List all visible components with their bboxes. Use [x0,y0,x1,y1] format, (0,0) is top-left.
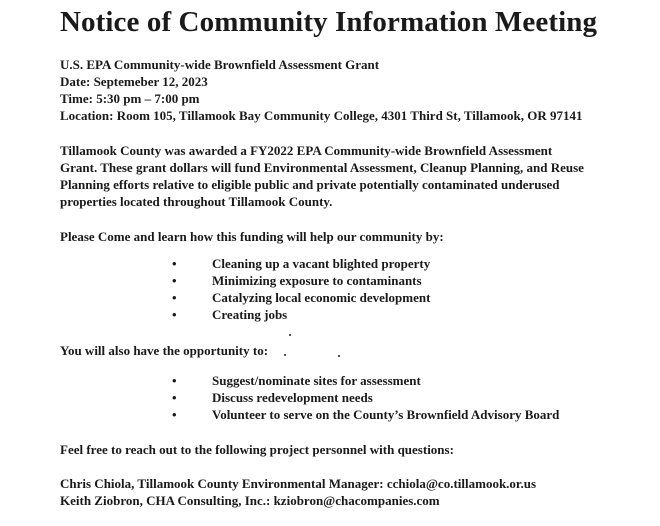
scan-speck [284,354,286,356]
list-item: Cleaning up a vacant blighted property [212,256,431,271]
bullet-icon: • [172,390,177,405]
scan-speck [289,334,291,336]
contact-line: Keith Ziobron, CHA Consulting, Inc.: kziobron@chacompanies.com [60,493,440,508]
scan-speck [338,355,340,357]
bullet-icon: • [172,273,177,288]
page-title: Notice of Community Information Meeting [60,6,598,38]
grant-name: U.S. EPA Community-wide Brownfield Assessment Grant [60,57,380,72]
list-item: Discuss redevelopment needs [212,390,373,405]
contact-line: Chris Chiola, Tillamook County Environmental Manager: cchiola@co.tillamook.or.us [60,476,537,491]
intro-line: Tillamook County was awarded a FY2022 EPA Community-wide Brownfield Assessment [60,143,553,158]
bullet-icon: • [172,256,177,271]
bullet-icon: • [172,307,177,322]
intro-line: Grant. These grant dollars will fund Environmental Assessment, Cleanup Planning, and Reuse [60,160,584,175]
bullet-icon: • [172,373,177,388]
meeting-location: Location: Room 105, Tillamook Bay Community College, 4301 Third St, Tillamook, OR 97141 [60,108,583,123]
list-item: Volunteer to serve on the County’s Brownfield Advisory Board [212,407,560,422]
meeting-time: Time: 5:30 pm – 7:00 pm [60,91,200,106]
opportunity-heading: You will also have the opportunity to: [60,343,269,358]
bullet-icon: • [172,407,177,422]
list-item: Minimizing exposure to contaminants [212,273,422,288]
bullet-icon: • [172,290,177,305]
list-item: Suggest/nominate sites for assessment [212,373,421,388]
meeting-date: Date: Septemeber 12, 2023 [60,74,208,89]
help-heading: Please Come and learn how this funding will help our community by: [60,229,444,244]
list-item: Creating jobs [212,307,288,322]
contact-heading: Feel free to reach out to the following project personnel with questions: [60,442,454,457]
list-item: Catalyzing local economic development [212,290,431,305]
intro-line: Planning efforts relative to eligible public and private potentially contaminated underused [60,177,560,192]
intro-line: properties located throughout Tillamook County. [60,194,333,209]
